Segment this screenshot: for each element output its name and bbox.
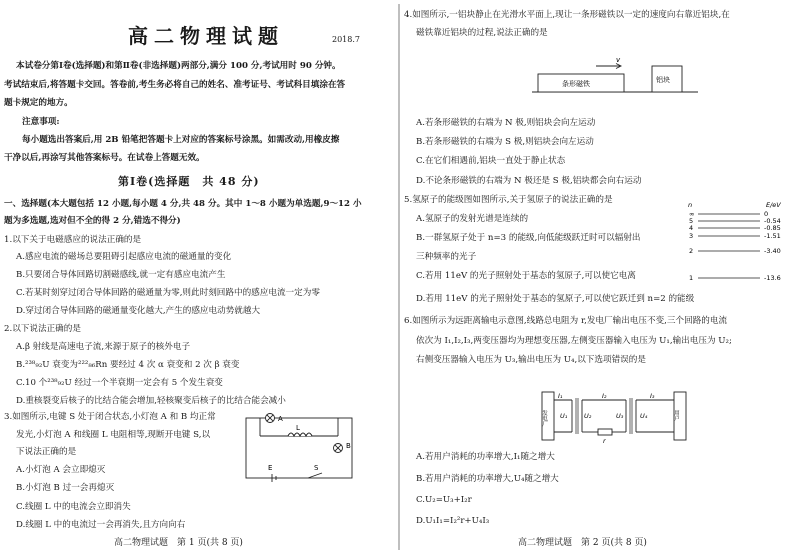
energy-level-value: -1.51 <box>764 232 781 241</box>
energy-level-value: -0.85 <box>764 224 781 233</box>
q1-stem: 1.以下关于电磁感应的说法正确的是 <box>4 235 142 245</box>
energy-level-value: -13.6 <box>764 274 781 283</box>
q3-circuit-diagram <box>238 410 358 482</box>
instruction-line: 每小题选出答案后,用 2B 铅笔把答题卡上对应的答案标号涂黑。如需改动,用橡皮擦 <box>22 135 340 145</box>
q6-i3-label: I₃ <box>650 392 655 400</box>
q1-option-a: A.感应电流的磁场总要阻碍引起感应电流的磁通量的变化 <box>16 252 232 262</box>
q6-stem: 右侧变压器输入电压为 U₃,输出电压为 U₄,以下选项错误的是 <box>416 355 646 365</box>
energy-level-n: 3 <box>689 232 694 241</box>
energy-level-value: -3.40 <box>764 247 781 256</box>
q6-stem: 6.如图所示为远距离输电示意图,线路总电阻为 r,发电厂输出电压不变,三个回路的电流 <box>404 316 728 326</box>
q4-stem: 磁铁靠近铝块的过程,说法正确的是 <box>416 28 548 38</box>
energy-n-header: n <box>688 201 693 209</box>
q4-magnet-diagram <box>532 54 702 94</box>
q6-u3-label: U₃ <box>616 412 624 420</box>
q4-block-label: 铝块 <box>656 76 670 84</box>
energy-level-n: 4 <box>689 224 694 233</box>
q3-label-a: A <box>278 415 283 423</box>
q4-velocity-label: v <box>616 56 621 64</box>
q3-option-b: B.小灯泡 B 过一会再熄灭 <box>16 483 115 493</box>
q3-stem: 发光,小灯泡 A 和线圈 L 电阻相等,现断开电键 S,以 <box>16 430 211 440</box>
q5-option-a: A.氢原子的发射光谱是连续的 <box>416 214 529 224</box>
q2-option-b: B.²³⁸₉₂U 衰变为²²²₈₆Rn 要经过 4 次 α 衰变和 2 次 β 衰变 <box>16 360 240 370</box>
q6-u2-label: U₂ <box>584 412 592 420</box>
energy-level-n: 2 <box>689 247 694 256</box>
q5-option-b-cont: 三种频率的光子 <box>416 252 477 262</box>
energy-level-n: 1 <box>689 274 694 283</box>
q5-option-b: B.一群氢原子处于 n=3 的能级,向低能级跃迁时可以辐射出 <box>416 233 641 243</box>
q6-option-d: D.U₁I₁=I₂²r+U₄I₃ <box>416 516 490 526</box>
q6-option-b: B.若用户消耗的功率增大,U₄随之增大 <box>416 474 559 484</box>
q4-option-a: A.若条形磁铁的右端为 N 极,则铝块会向左运动 <box>416 118 596 128</box>
q3-label-l: L <box>296 424 300 432</box>
instruction-line: 本试卷分第Ⅰ卷(选择题)和第Ⅱ卷(非选择题)两部分,满分 100 分,考试用时 90 分钟。 <box>16 61 341 71</box>
q3-option-a: A.小灯泡 A 会立即熄灭 <box>16 465 106 475</box>
energy-level-n: 5 <box>689 217 694 226</box>
q6-option-c: C.U₂=U₃+I₂r <box>416 495 472 505</box>
q6-i1-label: I₁ <box>558 392 563 400</box>
q5-stem: 5.氢原子的能级图如图所示,关于氢原子的说法正确的是 <box>404 195 613 205</box>
q6-transmission-diagram <box>540 388 690 450</box>
q5-option-d: D.若用 11eV 的光子照射处于基态的氢原子,可以使它跃迁到 n=2 的能级 <box>416 294 695 304</box>
energy-e-header: E/eV <box>766 201 781 209</box>
q2-stem: 2.以下说法正确的是 <box>4 324 81 334</box>
q4-option-c: C.在它们相遇前,铝块一直处于静止状态 <box>416 156 566 166</box>
q6-option-a: A.若用户消耗的功率增大,I₁随之增大 <box>416 452 555 462</box>
instruction-line: 干净以后,再涂写其他答案标号。在试卷上答题无效。 <box>4 153 205 163</box>
q6-plant-label: 发电厂 <box>541 410 547 427</box>
q4-stem: 4.如图所示,一铝块静止在光滑水平面上,现让一条形磁铁以一定的速度向右靠近铝块,在 <box>404 10 730 20</box>
page-footer: 高二物理试题 第 2 页(共 8 页) <box>518 538 647 548</box>
q6-u4-label: U₄ <box>640 412 648 420</box>
section-title: 第Ⅰ卷(选择题 共 48 分) <box>118 175 260 188</box>
q6-r-label: r <box>603 437 606 445</box>
exam-title: 高二物理试题 <box>128 24 284 48</box>
q3-stem: 下说法正确的是 <box>16 447 77 457</box>
notice-heading: 注意事项: <box>22 117 60 127</box>
q4-magnet-label: 条形磁铁 <box>562 80 590 88</box>
q1-option-b: B.只要闭合导体回路切割磁感线,就一定有感应电流产生 <box>16 270 226 280</box>
section-intro: 题为多选题,选对但不全的得 2 分,错选不得分) <box>4 216 181 226</box>
q1-option-d: D.穿过闭合导体回路的磁通量变化越大,产生的感应电动势就越大 <box>16 306 261 316</box>
q5-energy-level-diagram <box>688 200 794 290</box>
q3-label-b: B <box>346 442 351 450</box>
energy-level-value: 0 <box>764 210 769 219</box>
q2-option-d: D.重核裂变后核子的比结合能会增加,轻核聚变后核子的比结合能会减小 <box>16 396 286 406</box>
q3-label-e: E <box>268 464 273 472</box>
q3-option-c: C.线圈 L 中的电流会立即消失 <box>16 502 131 512</box>
energy-level-n: ∞ <box>689 210 695 219</box>
instruction-line: 题卡规定的地方。 <box>4 98 73 108</box>
instruction-line: 考试结束后,将答题卡交回。答卷前,考生务必将自己的姓名、准考证号、考试科目填涂在答 <box>4 80 346 90</box>
page-2 <box>400 0 794 554</box>
q4-option-d: D.不论条形磁铁的右端为 N 极还是 S 极,铝块都会向右运动 <box>416 176 642 186</box>
q3-stem: 3.如图所示,电键 S 处于闭合状态,小灯泡 A 和 B 均正常 <box>4 412 216 422</box>
q1-option-c: C.若某时刻穿过闭合导体回路的磁通量为零,则此时刻回路中的感应电流一定为零 <box>16 288 320 298</box>
q4-option-b: B.若条形磁铁的右端为 S 极,则铝块会向左运动 <box>416 137 594 147</box>
energy-level-value: -0.54 <box>764 217 781 226</box>
q5-option-c: C.若用 11eV 的光子照射处于基态的氢原子,可以使它电离 <box>416 271 636 281</box>
exam-date: 2018.7 <box>332 35 360 44</box>
section-intro: 一、选择题(本大题包括 12 小题,每小题 4 分,共 48 分。其中 1～8 小题为单选题,9～12 小 <box>4 199 362 209</box>
q6-stem: 依次为 I₁,I₂,I₃,两变压器均为理想变压器,左侧变压器输入电压为 U₁,输出电压为 U₂; <box>416 336 732 346</box>
q6-i2-label: I₂ <box>602 392 607 400</box>
page-footer: 高二物理试题 第 1 页(共 8 页) <box>114 538 243 548</box>
q2-option-c: C.10 个²³⁸₉₂U 经过一个半衰期一定会有 5 个发生衰变 <box>16 378 223 388</box>
q6-user-label: 用户 <box>673 410 679 421</box>
q6-u1-label: U₁ <box>560 412 568 420</box>
q3-label-s: S <box>314 464 319 472</box>
q2-option-a: A.β 射线是高速电子流,来源于原子的核外电子 <box>16 342 191 352</box>
q3-option-d: D.线圈 L 中的电流过一会再消失,且方向向右 <box>16 520 186 530</box>
